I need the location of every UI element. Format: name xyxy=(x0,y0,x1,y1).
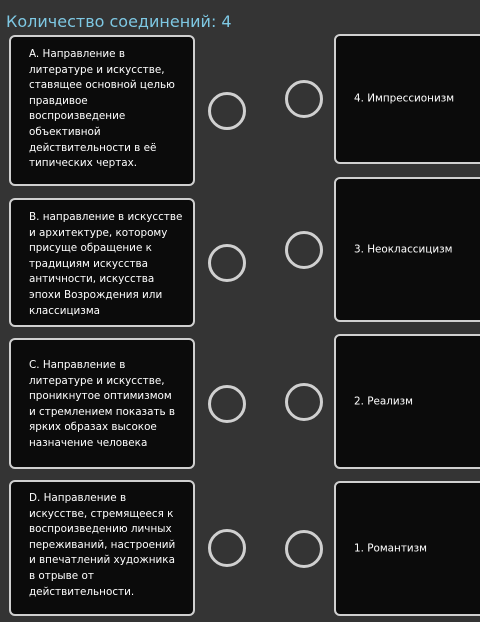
left-item-a-text: A. Направление в литературе и искусстве, ставящее основной целью правдивое воспроизведение объективной действительности в её типических чертах. xyxy=(29,48,175,170)
right-item-4-text: 4. Импрессионизм xyxy=(354,92,455,105)
right-connector-3[interactable] xyxy=(285,231,323,269)
left-item-d[interactable] xyxy=(9,480,195,616)
left-connector-d[interactable] xyxy=(208,529,246,567)
left-item-d-text: D. Направление в искусстве, стремящееся к воспроизведению личных переживаний, настроений и впечатлений художника в отрыве от действительности. xyxy=(29,492,176,598)
left-connector-b[interactable] xyxy=(208,244,246,282)
left-item-b[interactable] xyxy=(9,198,195,327)
connections-count: Количество соединений: 4 xyxy=(6,12,232,31)
right-item-1[interactable] xyxy=(334,481,480,616)
right-item-3-text: 3. Неоклассицизм xyxy=(354,243,453,255)
left-item-c-text: C. Направление в литературе и искусстве, проникнутое оптимизмом и стремлением показать в ярких образах высокое назначение человека xyxy=(29,359,176,449)
right-item-2[interactable] xyxy=(334,334,480,469)
right-item-1-text: 1. Романтизм xyxy=(354,542,428,554)
right-item-3[interactable] xyxy=(334,177,480,322)
right-item-2-text: 2. Реализм xyxy=(354,395,414,407)
right-connector-1[interactable] xyxy=(285,530,323,568)
left-item-a[interactable] xyxy=(9,35,195,186)
left-item-b-text: B. направление в искусстве и архитектуре, которому присуще обращение к традициям искусства античности, искусства эпохи Возрождения или классицизма xyxy=(29,211,183,317)
right-item-4[interactable] xyxy=(334,34,480,164)
right-connector-4[interactable] xyxy=(285,80,323,118)
left-connector-c[interactable] xyxy=(208,385,246,423)
left-item-c[interactable] xyxy=(9,338,195,469)
right-connector-2[interactable] xyxy=(285,383,323,421)
left-connector-a[interactable] xyxy=(208,92,246,130)
